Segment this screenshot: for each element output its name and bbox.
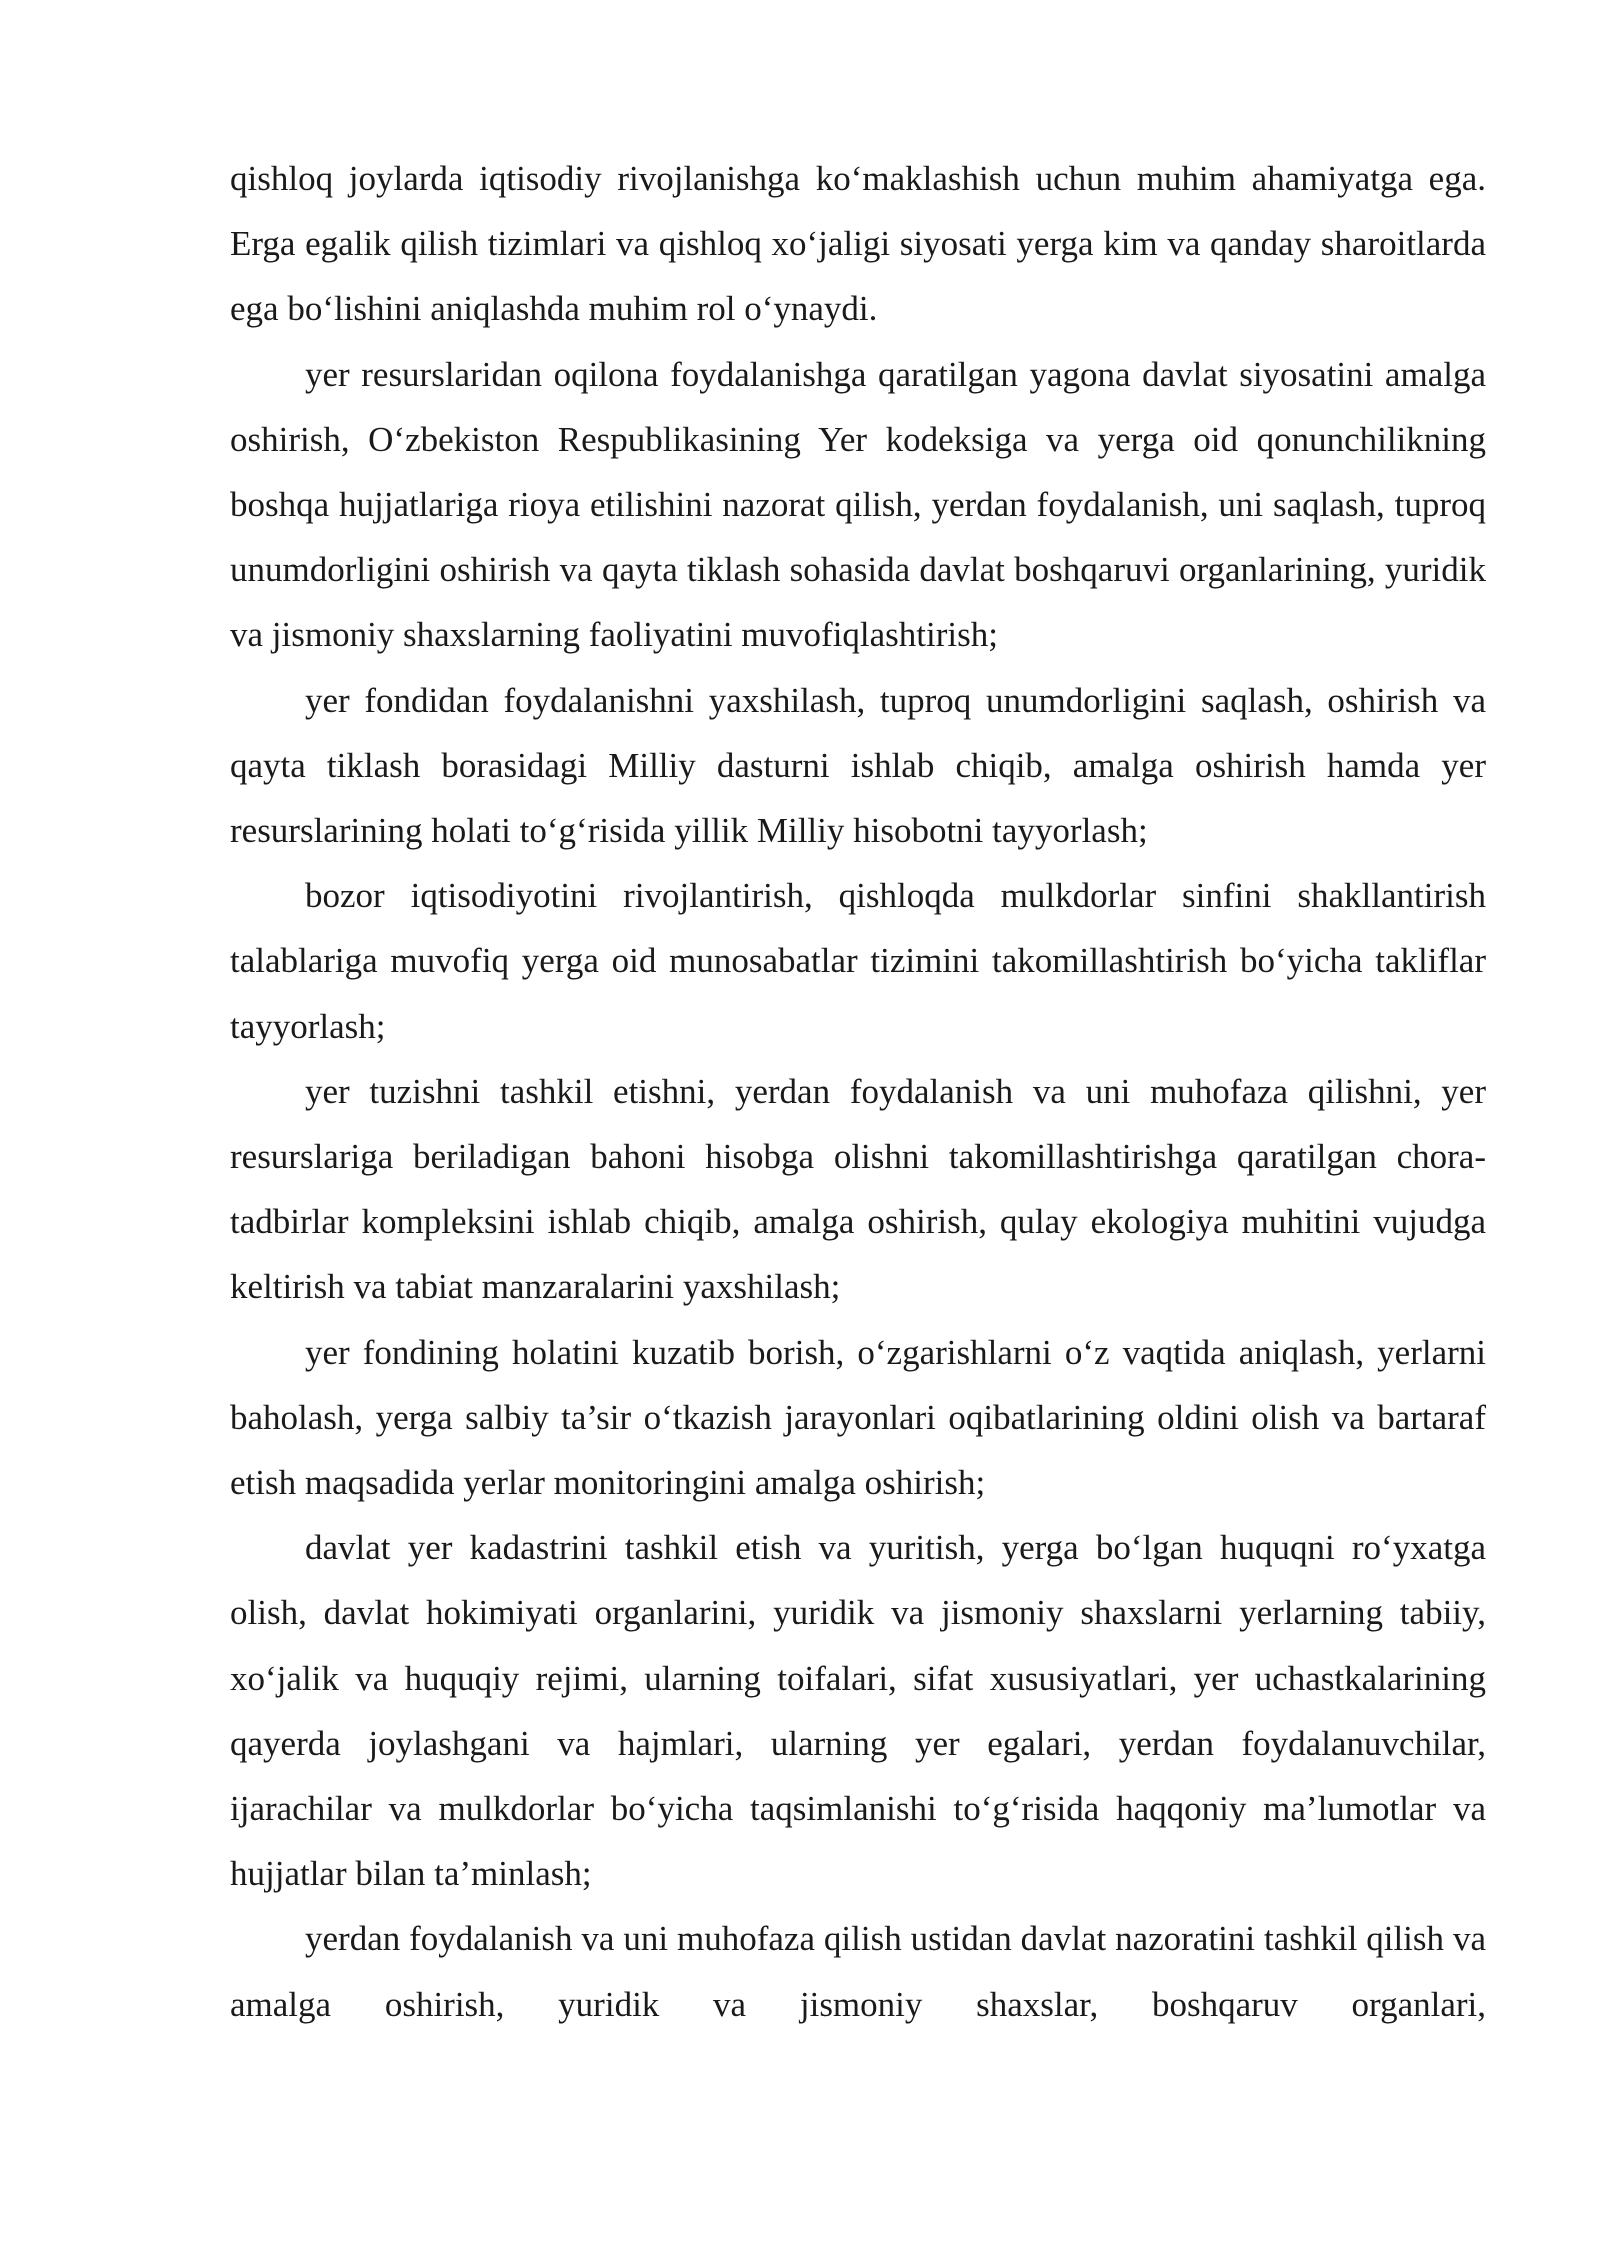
paragraph-land-monitoring: yer fondining holatini kuzatib borish, o‘zgarishlarni o‘z vaqtida aniqlash, yerlarni baholash, yerga salbiy ta’sir o‘tkazish jarayonlari oqibatlarining oldini olish va bartaraf etish maqsadida yerlar monitoringini amalga oshirish;: [230, 1332, 1486, 1503]
document-body: [230, 146, 1486, 2037]
paragraph-continuation: qishloq joylarda iqtisodiy rivojlanishga ko‘maklashish uchun muhim ahamiyatga ega. Erga egalik qilish tizimlari va qishloq xo‘jaligi siyosati yerga kim va qanday sharoitlarda ega bo‘lishini aniqlashda muhim rol o‘ynaydi.: [230, 159, 1486, 329]
paragraph-land-cadastre: davlat yer kadastrini tashkil etish va yuritish, yerga bo‘lgan huquqni ro‘yxatga olish, davlat hokimiyati organlarini, yuridik va jismoniy shaxslarni yerlarning tabiiy, xo‘jalik va huquqiy rejimi, ularning toifalari, sifat xususiyatlari, yer uchastkalarining qayerda joylashgani va hajmlari, ularning yer egalari, yerdan foydalanuvchilar, ijarachilar va mulkdorlar bo‘yicha taqsimlanishi to‘g‘risida haqqoniy ma’lumotlar va hujjatlar bilan ta’minlash;: [230, 1528, 1486, 1894]
paragraph-market-economy: bozor iqtisodiyotini rivojlantirish, qishloqda mulkdorlar sinfini shakllantirish talablariga muvofiq yerga oid munosabatlar tizimini takomillashtirish bo‘yicha takliflar tayyorlash;: [230, 876, 1486, 1046]
paragraph-national-program: yer fondidan foydalanishni yaxshilash, tuproq unumdorligini saqlash, oshirish va qayta tiklash borasidagi Milliy dasturni ishlab chiqib, amalga oshirish hamda yer resurslarining holati to‘g‘risida yillik Milliy hisobotni tayyorlash;: [230, 680, 1486, 851]
paragraph-land-management: yer tuzishni tashkil etishni, yerdan foydalanish va uni muhofaza qilishni, yer resurslariga beriladigan bahoni hisobga olishni takomillashtirishga qaratilgan chora-tadbirlar kompleksini ishlab chiqib, amalga oshirish, qulay ekologiya muhitini vujudga keltirish va tabiat manzaralarini yaxshilash;: [230, 1071, 1486, 1307]
paragraph-state-land-policy: yer resurslaridan oqilona foydalanishga qaratilgan yagona davlat siyosatini amalga oshirish, O‘zbekiston Respublikasining Yer kodeksiga va yerga oid qonunchilikning boshqa hujjatlariga rioya etilishini nazorat qilish, yerdan foydalanish, uni saqlash, tuproq unumdorligini oshirish va qayta tiklash sohasida davlat boshqaruvi organlarining, yuridik va jismoniy shaxslarning faoliyatini muvofiqlashtirish;: [230, 354, 1486, 655]
paragraph-state-control: yerdan foydalanish va uni muhofaza qilish ustidan davlat nazoratini tashkil qilish va amalga oshirish, yuridik va jismoniy shaxslar, boshqaruv organlari,: [230, 1919, 1486, 2024]
